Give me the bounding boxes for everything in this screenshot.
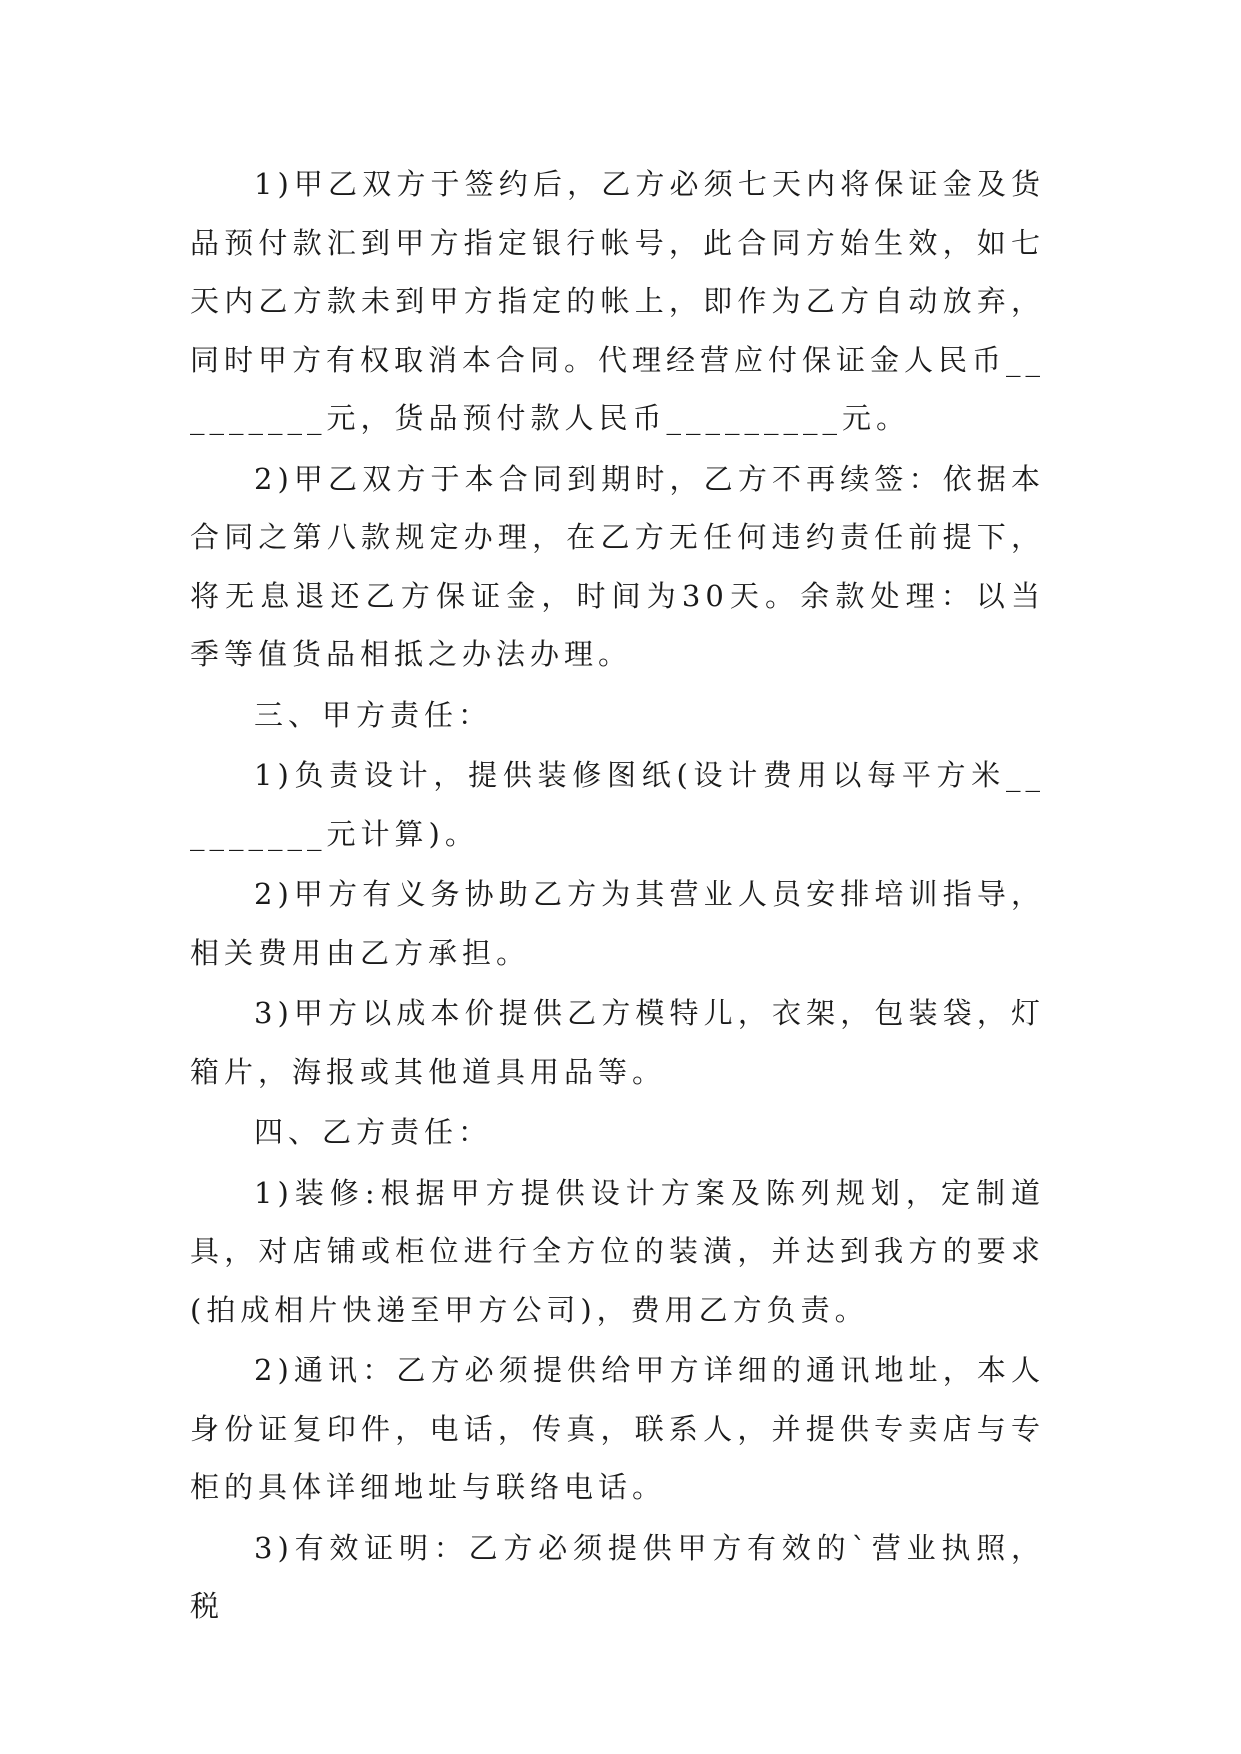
document-body <box>190 155 1045 1638</box>
clause-training: 2)甲方有义务协助乙方为其营业人员安排培训指导，相关费用由乙方承担。 <box>190 877 1045 970</box>
clause-design: 1)负责设计，提供装修图纸(设计费用以每平方米_________元计算)。 <box>190 758 1045 851</box>
clause-deposit-payment: 1)甲乙双方于签约后，乙方必须七天内将保证金及货品预付款汇到甲方指定银行帐号，此合同方始生效，如七天内乙方款未到甲方指定的帐上，即作为乙方自动放弃，同时甲方有权取消本合同。代理经营应付保证金人民币_________元，货品预付款人民币_________元。 <box>190 167 1046 435</box>
section-heading-party-b: 四、乙方责任： <box>254 1115 493 1149</box>
clause-decoration: 1)装修:根据甲方提供设计方案及陈列规划，定制道具，对店铺或柜位进行全方位的装潢，并达到我方的要求(拍成相片快递至甲方公司)，费用乙方负责。 <box>190 1175 1045 1327</box>
clause-valid-certificates: 3)有效证明：乙方必须提供甲方有效的`营业执照，税 <box>190 1530 1045 1623</box>
clause-props-supply: 3)甲方以成本价提供乙方模特儿，衣架，包装袋，灯箱片，海报或其他道具用品等。 <box>190 996 1045 1089</box>
clause-communication: 2)通讯：乙方必须提供给甲方详细的通讯地址，本人身份证复印件，电话，传真，联系人，并提供专卖店与专柜的具体详细地址与联络电话。 <box>190 1353 1045 1504</box>
section-heading-party-a: 三、甲方责任： <box>254 697 493 732</box>
clause-contract-expiry: 2)甲乙双方于本合同到期时，乙方不再续签：依据本合同之第八款规定办理，在乙方无任何违约责任前提下，将无息退还乙方保证金，时间为30天。余款处理：以当季等值货品相抵之办法办理。 <box>190 461 1045 671</box>
